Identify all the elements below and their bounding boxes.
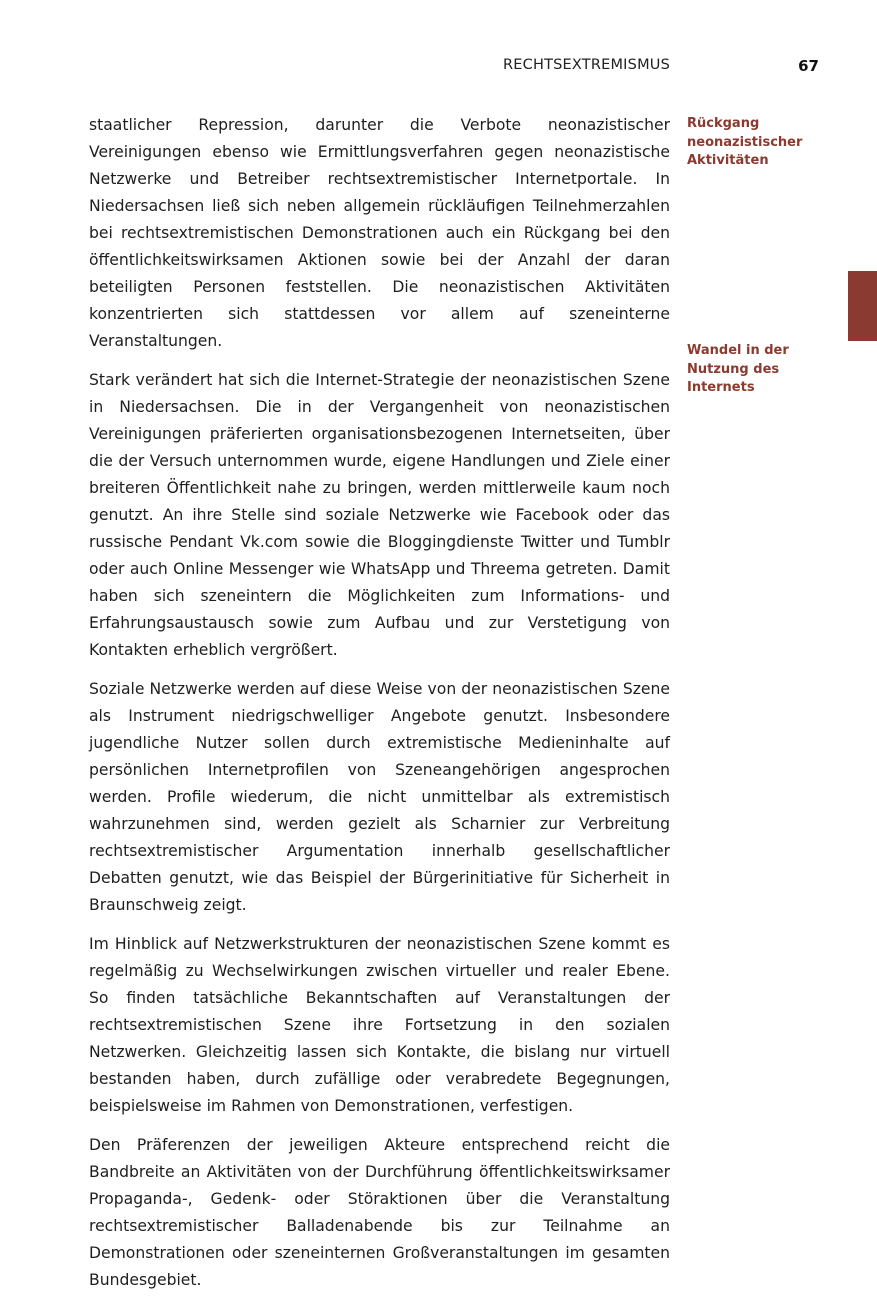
body-text (89, 112, 670, 1306)
running-title: RECHTSEXTREMISMUS (503, 57, 670, 73)
margin-note-wandel: Wandel in der Nutzung des Internets (687, 343, 789, 395)
paragraph: Im Hinblick auf Netzwerkstrukturen der neonazistischen Szene kommt es regelmäßig zu Wechselwirkungen zwischen virtueller und realer Ebene. So finden tatsächliche Bekanntschaften auf Veranstaltungen der rechtsextremistischen Szene ihre Fortsetzung in den sozialen Netzwerken. Gleichzeitig lassen sich Kontakte, die bislang nur virtuell bestanden haben, durch zufällige oder verabredete Begegnungen, beispielsweise im Rahmen von Demonstrationen, verfestigen. (89, 935, 670, 1115)
chapter-thumb-tab (848, 271, 877, 341)
paragraph: Soziale Netzwerke werden auf diese Weise von der neonazistischen Szene als Instrument niedrigschwelliger Angebote genutzt. Insbesondere jugendliche Nutzer sollen durch extremistische Medieninhalte auf persönlichen Internetprofilen von Szeneangehörigen angesprochen werden. Profile wiederum, die nicht unmittelbar als extremistisch wahrzunehmen sind, werden gezielt als Scharnier zur Verbreitung rechtsextremistischer Argumentation innerhalb gesellschaftlicher Debatten genutzt, wie das Beispiel der Bürgerinitiative für Sicherheit in Braunschweig zeigt. (89, 680, 670, 914)
paragraph: staatlicher Repression, darunter die Verbote neonazistischer Vereinigungen ebenso wie Ermittlungsverfahren gegen neonazistische Netzwerke und Betreiber rechtsextremistischer Internetportale. In Niedersachsen ließ sich neben allgemein rückläufigen Teilnehmerzahlen bei rechtsextremistischen Demonstrationen auch ein Rückgang bei den öffentlichkeitswirksamen Aktionen sowie bei der Anzahl der daran beteiligten Personen feststellen. Die neonazistischen Aktivitäten konzentrierten sich stattdessen vor allem auf szeneinterne Veranstaltungen. (89, 116, 670, 350)
paragraph: Den Präferenzen der jeweiligen Akteure entsprechend reicht die Bandbreite an Aktivitäten von der Durchführung öffentlichkeitswirksamer Propaganda-, Gedenk- oder Störaktionen über die Veranstaltung rechtsextremistischer Balladenabende bis zur Teilnahme an Demonstrationen oder szeneinternen Großveranstaltungen im gesamten Bundesgebiet. (89, 1136, 670, 1289)
paragraph: Stark verändert hat sich die Internet-Strategie der neonazistischen Szene in Niedersachsen. Die in der Vergangenheit von neonazistischen Vereinigungen präferierten organisationsbezogenen Internetseiten, über die der Versuch unternommen wurde, eigene Handlungen und Ziele einer breiteren Öffentlichkeit nahe zu bringen, werden mittlerweile kaum noch genutzt. An ihre Stelle sind soziale Netzwerke wie Facebook oder das russische Pendant Vk.com sowie die Bloggingdienste Twitter und Tumblr oder auch Online Messenger wie WhatsApp und Threema getreten. Damit haben sich szeneintern die Möglichkeiten zum Informations- und Erfahrungsaustausch sowie zum Aufbau und zur Verstetigung von Kontakten erheblich vergrößert. (89, 371, 670, 659)
page-number: 67 (798, 57, 819, 75)
margin-note-rueckgang: Rückgang neonazistischer Aktivitäten (687, 116, 803, 168)
